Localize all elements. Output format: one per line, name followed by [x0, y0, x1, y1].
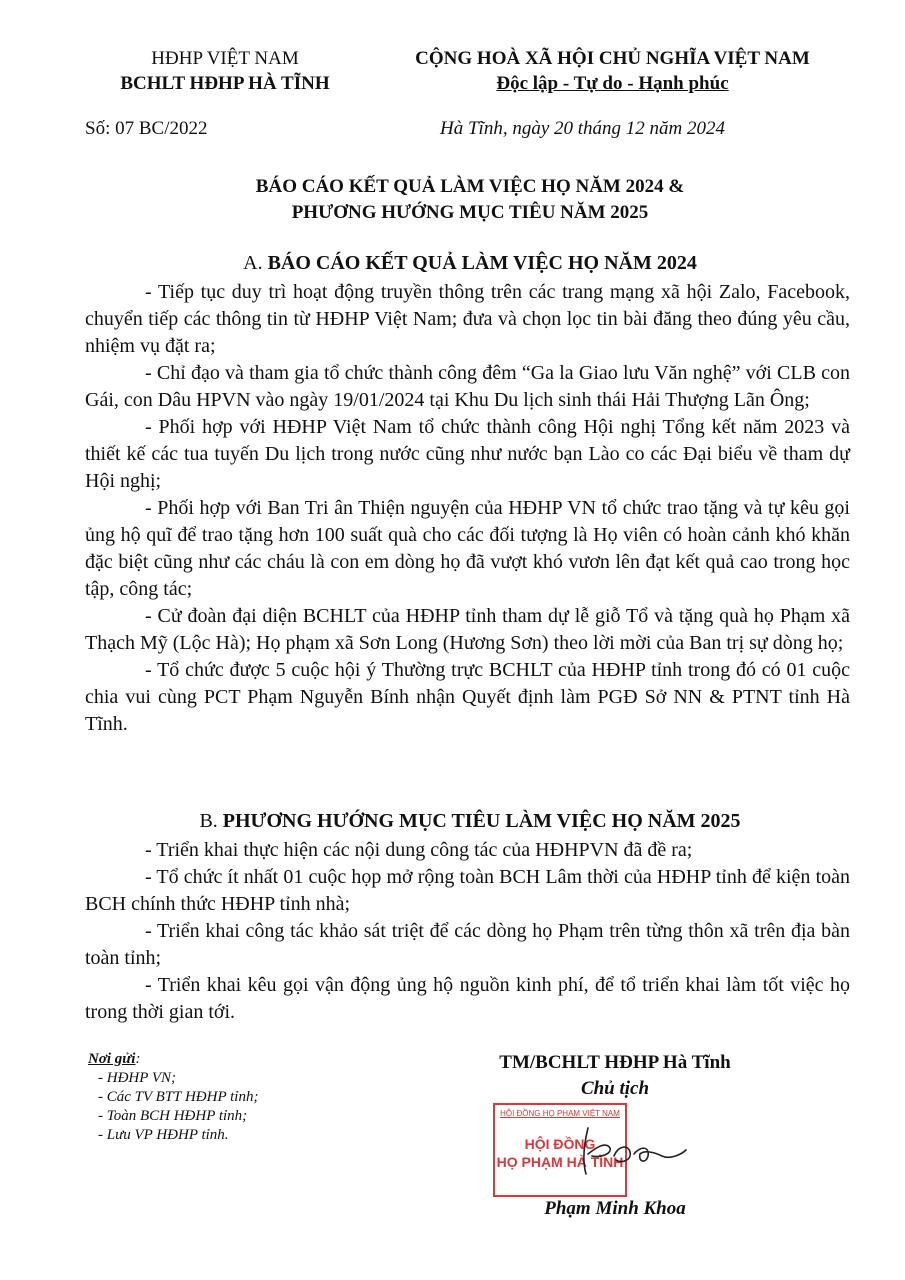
document-date: Hà Tĩnh, ngày 20 tháng 12 năm 2024: [440, 118, 725, 139]
signer-name: Phạm Minh Khoa: [544, 1198, 686, 1219]
section-a-item: - Tổ chức được 5 cuộc hội ý Thường trực BCHLT của HĐHP tỉnh trong đó có 01 cuộc chia vui cùng PCT Phạm Nguyễn Bính nhận Quyết định làm PGĐ Sở NN & PTNT tỉnh Hà Tĩnh.: [85, 659, 850, 735]
recipient-item: - Lưu VP HĐHP tỉnh.: [98, 1127, 229, 1143]
document-number: Số: 07 BC/2022: [85, 118, 208, 139]
section-b-heading: [85, 810, 855, 833]
org-line-1: HĐHP VIỆT NAM: [151, 48, 299, 69]
section-a-item: - Chỉ đạo và tham gia tổ chức thành công đêm “Ga la Giao lưu Văn nghệ” với CLB con Gái, con Dâu HPVN vào ngày 19/01/2024 tại Khu Du lịch sinh thái Hải Thượng Lãn Ông;: [85, 362, 850, 411]
document-title: [85, 174, 855, 226]
stamp-middle-text: HỘI ĐỒNG: [524, 1136, 596, 1152]
nation-motto: Độc lập - Tự do - Hạnh phúc: [496, 73, 729, 94]
on-behalf-line: TM/BCHLT HĐHP Hà Tĩnh: [499, 1052, 731, 1073]
section-a-item: - Tiếp tục duy trì hoạt động truyền thông trên các trang mạng xã hội Zalo, Facebook, chuyển tiếp các thông tin từ HĐHP Việt Nam; đưa và chọn lọc tin bài đăng theo đúng yêu cầu, nhiệm vụ đặt ra;: [85, 281, 850, 357]
signer-role: Chủ tịch: [580, 1078, 650, 1099]
section-a-item: - Cử đoàn đại diện BCHLT của HĐHP tỉnh tham dự lễ giỗ Tổ và tặng quà họ Phạm xã Thạch Mỹ (Lộc Hà); Họ phạm xã Sơn Long (Hương Sơn) theo lời mời của Ban trị sự dòng họ;: [85, 605, 850, 654]
recipients-list: Nơi gửi: - HĐHP VN; - Các TV BTT HĐHP tỉnh; - Toàn BCH HĐHP tỉnh; - Lưu VP HĐHP tỉnh.: [88, 1051, 259, 1143]
section-a-title: BÁO CÁO KẾT QUẢ LÀM VIỆC HỌ NĂM 2024: [267, 252, 697, 274]
national-heading: [380, 46, 845, 96]
stamp-bottom-text: HỌ PHẠM HÀ TĨNH: [496, 1154, 624, 1170]
signature-block: [460, 1050, 770, 1102]
recipient-item: - Các TV BTT HĐHP tỉnh;: [98, 1089, 259, 1105]
recipient-item: - Toàn BCH HĐHP tỉnh;: [98, 1108, 248, 1124]
section-b-title: PHƯƠNG HƯỚNG MỤC TIÊU LÀM VIỆC HỌ NĂM 2025: [222, 810, 741, 832]
section-b-item: - Tổ chức ít nhất 01 cuộc họp mở rộng toàn BCH Lâm thời của HĐHP tỉnh để kiện toàn BCH chính thức HĐHP tỉnh nhà;: [85, 866, 850, 915]
issuing-organization: [95, 46, 355, 96]
section-b-prefix: B.: [199, 810, 218, 832]
recipient-item: - HĐHP VN;: [98, 1070, 177, 1086]
handwritten-signature: [570, 1120, 690, 1180]
section-a-heading: [85, 252, 855, 275]
recipients-title: Nơi gửi: [88, 1051, 136, 1067]
section-a-body: [85, 279, 850, 738]
title-line-1: BÁO CÁO KẾT QUẢ LÀM VIỆC HỌ NĂM 2024 &: [255, 176, 685, 197]
section-a-item: - Phối hợp với Ban Tri ân Thiện nguyện của HĐHP VN tổ chức trao tặng và tự kêu gọi ủng hộ quĩ để trao tặng hơn 100 suất quà cho các đối tượng là Họ viên có hoàn cảnh khó khăn đặc biệt cũng như các cháu là con em dòng họ đã vượt khó vươn lên đạt kết quả cao trong học tập, công tác;: [85, 497, 850, 600]
section-b-item: - Triển khai thực hiện các nội dung công tác của HĐHPVN đã đề ra;: [145, 839, 693, 861]
title-line-2: PHƯƠNG HƯỚNG MỤC TIÊU NĂM 2025: [291, 202, 649, 223]
stamp-top-text: HỘI ĐỒNG HỌ PHẠM VIỆT NAM: [500, 1109, 620, 1118]
nation-line-1: CỘNG HOÀ XÃ HỘI CHỦ NGHĨA VIỆT NAM: [415, 48, 810, 69]
org-line-2: BCHLT HĐHP HÀ TĨNH: [120, 73, 330, 94]
section-b-body: [85, 837, 850, 1026]
section-a-item: - Phối hợp với HĐHP Việt Nam tổ chức thành công Hội nghị Tổng kết năm 2023 và thiết kế các tua tuyến Du lịch trong nước cũng như nước bạn Lào co các Đại biểu về tham dự Hội nghị;: [85, 416, 850, 492]
section-a-prefix: A.: [243, 252, 263, 274]
section-b-item: - Triển khai công tác khảo sát triệt để các dòng họ Phạm trên từng thôn xã trên địa bàn toàn tỉnh;: [85, 920, 850, 969]
section-b-item: - Triển khai kêu gọi vận động ủng hộ nguồn kinh phí, để tổ triển khai làm tốt việc họ trong thời gian tới.: [85, 974, 850, 1023]
